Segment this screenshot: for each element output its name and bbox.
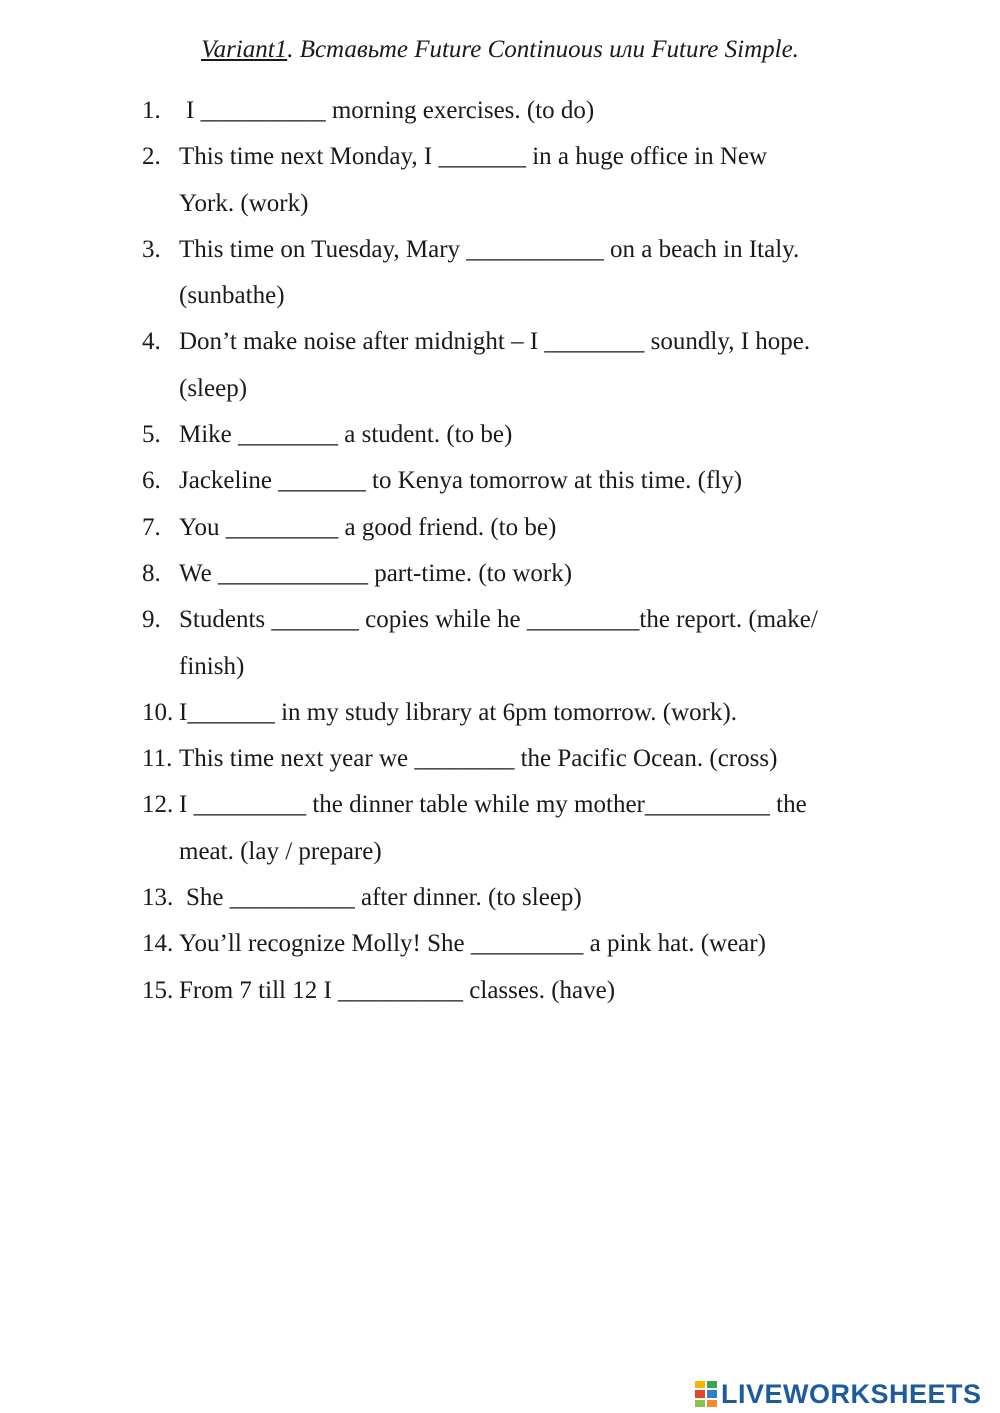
exercise-line: finish) bbox=[179, 652, 245, 680]
exercise-number: 11. bbox=[142, 745, 173, 773]
exercise-text: This time next year we ________ the Pacific Ocean. (cross) bbox=[179, 745, 778, 773]
exercise-text bbox=[179, 597, 882, 690]
exercise-number: 8. bbox=[142, 559, 161, 587]
exercise-line: This time on Tuesday, Mary ___________ on a beach in Italy. bbox=[179, 235, 800, 263]
liveworksheets-logo bbox=[695, 1377, 982, 1411]
exercise-text bbox=[179, 319, 882, 412]
icon-square bbox=[695, 1400, 705, 1407]
exercise-line: Don’t make noise after midnight – I ________ soundly, I hope. bbox=[179, 328, 811, 356]
exercise-number: 7. bbox=[142, 513, 161, 541]
exercise-number: 3. bbox=[142, 235, 161, 263]
exercise-text bbox=[179, 134, 882, 227]
icon-square bbox=[707, 1390, 717, 1397]
exercise-item-1 bbox=[142, 88, 882, 134]
liveworksheets-icon bbox=[695, 1381, 717, 1407]
icon-square bbox=[695, 1381, 705, 1388]
exercise-list bbox=[142, 88, 882, 1014]
exercise-text: I_______ in my study library at 6pm tomorrow. (work). bbox=[179, 698, 738, 726]
exercise-text bbox=[179, 782, 882, 875]
exercise-text: You’ll recognize Molly! She _________ a pink hat. (wear) bbox=[179, 930, 766, 958]
exercise-item-4 bbox=[142, 319, 882, 412]
exercise-number: 9. bbox=[142, 606, 161, 634]
exercise-text: I __________ morning exercises. (to do) bbox=[186, 97, 595, 124]
exercise-number: 4. bbox=[142, 328, 161, 356]
icon-square bbox=[707, 1381, 717, 1388]
exercise-number: 10. bbox=[142, 698, 174, 726]
exercise-line: (sunbathe) bbox=[179, 282, 285, 310]
exercise-text: We ____________ part-time. (to work) bbox=[179, 559, 573, 587]
exercise-number: 1. bbox=[142, 97, 161, 124]
exercise-item-8 bbox=[142, 551, 882, 597]
exercise-item-14 bbox=[142, 921, 882, 967]
exercise-item-7 bbox=[142, 505, 882, 551]
exercise-line: York. (work) bbox=[179, 189, 309, 217]
exercise-line: (sleep) bbox=[179, 374, 248, 402]
exercise-text: You _________ a good friend. (to be) bbox=[179, 513, 557, 541]
exercise-line: This time next Monday, I _______ in a huge office in New bbox=[179, 143, 768, 171]
exercise-line: I _________ the dinner table while my mother__________ the bbox=[179, 791, 807, 819]
exercise-text: From 7 till 12 I __________ classes. (have) bbox=[179, 976, 616, 1004]
exercise-item-3 bbox=[142, 227, 882, 320]
exercise-number: 13. bbox=[142, 884, 174, 912]
icon-square bbox=[707, 1400, 717, 1407]
logo-text: LIVEWORKSHEETS bbox=[721, 1378, 982, 1409]
exercise-line: meat. (lay / prepare) bbox=[179, 837, 382, 865]
icon-square bbox=[695, 1390, 705, 1397]
exercise-number: 15. bbox=[142, 976, 174, 1004]
exercise-text: Mike ________ a student. (to be) bbox=[179, 421, 513, 449]
exercise-item-6 bbox=[142, 458, 882, 504]
exercise-number: 14. bbox=[142, 930, 174, 958]
exercise-item-9 bbox=[142, 597, 882, 690]
exercise-item-12 bbox=[142, 782, 882, 875]
exercise-text: Jackeline _______ to Kenya tomorrow at this time. (fly) bbox=[179, 467, 743, 495]
instruction-text: . Вставьте Future Continuous или Future Simple. bbox=[287, 36, 799, 63]
exercise-item-5 bbox=[142, 412, 882, 458]
worksheet-title bbox=[0, 36, 1000, 64]
exercise-number: 12. bbox=[142, 791, 174, 819]
exercise-item-11 bbox=[142, 736, 882, 782]
exercise-number: 6. bbox=[142, 467, 161, 495]
exercise-line: Students _______ copies while he _________the report. (make/ bbox=[179, 606, 818, 634]
exercise-text: She __________ after dinner. (to sleep) bbox=[186, 884, 582, 912]
exercise-number: 2. bbox=[142, 143, 161, 171]
exercise-text bbox=[179, 227, 882, 320]
exercise-item-10 bbox=[142, 690, 882, 736]
exercise-item-15 bbox=[142, 968, 882, 1014]
exercise-item-13 bbox=[142, 875, 882, 921]
variant-label: Variant1 bbox=[201, 36, 288, 63]
exercise-number: 5. bbox=[142, 421, 161, 449]
exercise-item-2 bbox=[142, 134, 882, 227]
